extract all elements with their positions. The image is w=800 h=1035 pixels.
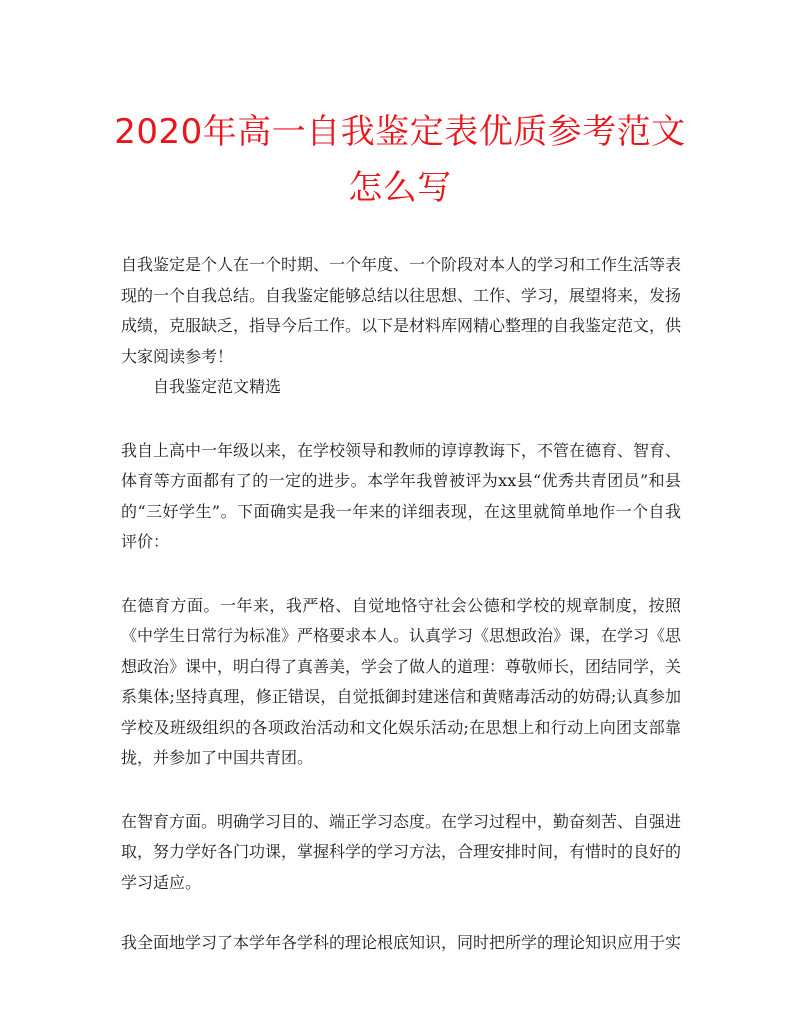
body-paragraph: 我自上高中一年级以来，在学校领导和教师的谆谆教诲下，不管在德育、智育、体育等方面都有了的一定的进步。本学年我曾被评为xx县“优秀共青团员”和县的“三好学生”。下面确实是我一年来的详细表现，在这里就简单地作一个自我评价： xyxy=(121,440,682,551)
body-paragraph: 在智育方面。明确学习目的、端正学习态度。在学习过程中，勤奋刻苦、自强进取，努力学好各门功课，掌握科学的学习方法，合理安排时间，有惜时的良好的学习适应。 xyxy=(121,811,682,892)
document-body xyxy=(121,250,681,959)
document-title: 2020年高一自我鉴定表优质参考范文怎么写 xyxy=(114,112,686,208)
body-paragraph: 我全面地学习了本学年各学科的理论根底知识，同时把所学的理论知识应用于实 xyxy=(121,933,682,952)
section-heading: 自我鉴定范文精选 xyxy=(153,377,282,396)
intro-paragraph: 自我鉴定是个人在一个时期、一个年度、一个阶段对本人的学习和工作生活等表现的一个自我总结。自我鉴定能够总结以往思想、工作、学习，展望将来，发扬成绩，克服缺乏，指导今后工作。以下是材料库网精心整理的自我鉴定范文，供大家阅读参考！ xyxy=(121,255,682,366)
body-paragraph: 在德育方面。一年来，我严格、自觉地恪守社会公德和学校的规章制度，按照《中学生日常行为标准》严格要求本人。认真学习《思想政治》课，在学习《思想政治》课中，明白得了真善美，学会了做人的道理：尊敬师长，团结同学，关系集体;坚持真理，修正错误，自觉抵御封建迷信和黄赌毒活动的妨碍;认真参加学校及班级组织的各项政治活动和文化娱乐活动;在思想上和行动上向团支部靠拢，并参加了中国共青团。 xyxy=(121,595,682,767)
